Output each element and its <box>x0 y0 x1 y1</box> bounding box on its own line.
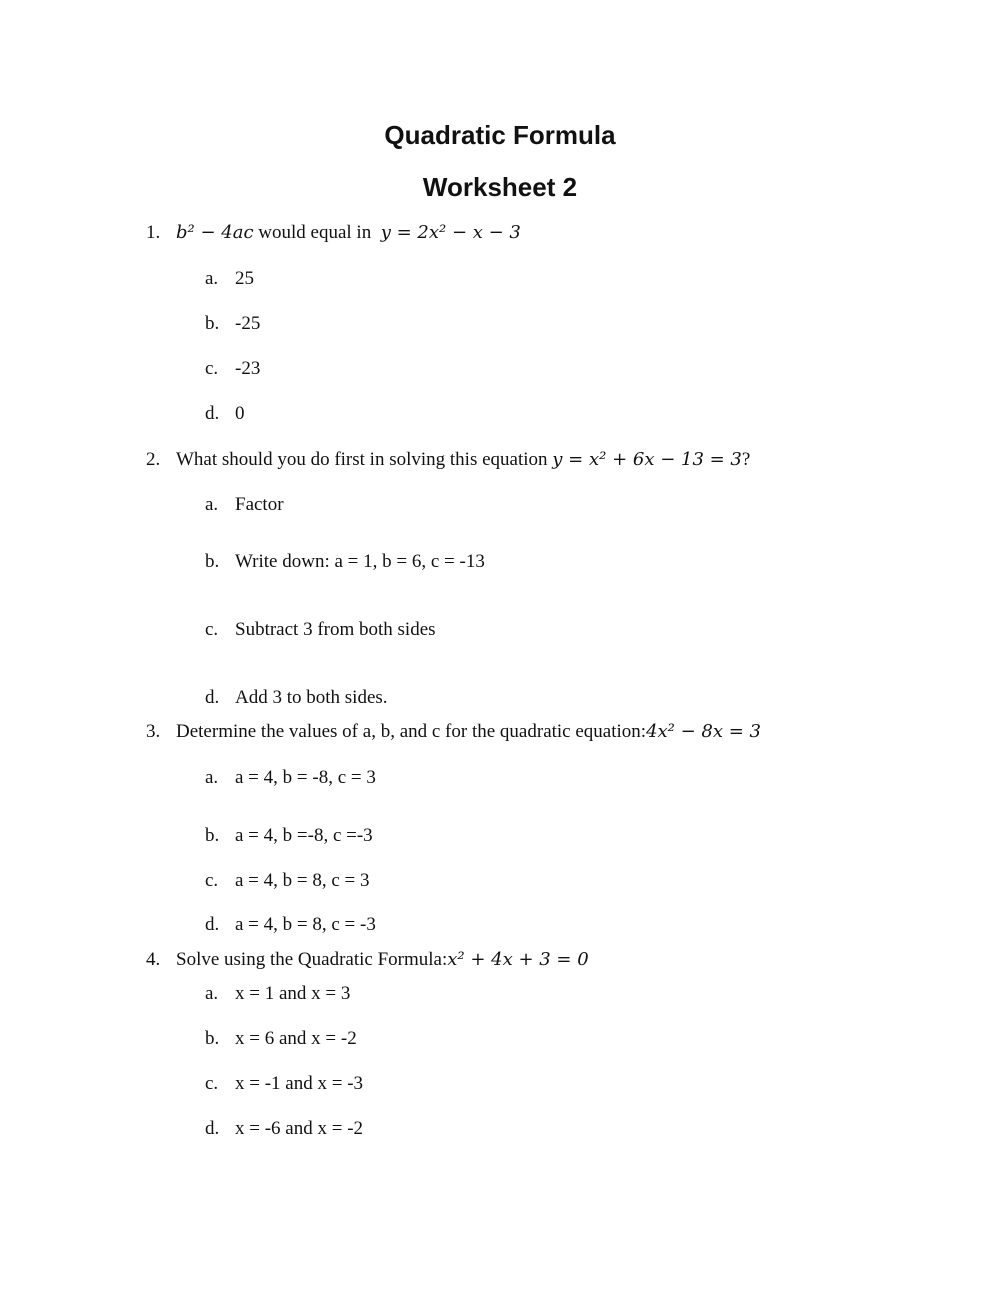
page-title: Quadratic Formula <box>384 120 616 150</box>
question-prompt: Determine the values of a, b, and c for the quadratic equation: <box>176 721 647 742</box>
question-equation: y = x² + 6x − 13 = 3 <box>552 449 742 470</box>
question-equation: x² + 4x + 3 = 0 <box>447 949 589 970</box>
question-text <box>176 720 761 744</box>
question-prompt: What should you do first in solving this equation <box>176 449 548 470</box>
question-equation: y = 2x² − x − 3 <box>380 222 521 243</box>
page-subtitle: Worksheet 2 <box>422 172 578 202</box>
question-math: b² − 4ac <box>176 222 254 243</box>
question-number: 4. <box>146 949 161 970</box>
question-text <box>176 448 750 472</box>
question-prompt: would equal in <box>258 222 372 243</box>
question-equation: 4x² − 8x = 3 <box>646 721 762 742</box>
question-number: 1. <box>146 222 161 243</box>
question-suffix: ? <box>741 449 751 470</box>
question-number: 3. <box>146 721 161 742</box>
question-prompt: Solve using the Quadratic Formula: <box>176 949 448 970</box>
question-text <box>176 221 521 245</box>
question-text <box>176 948 589 972</box>
worksheet-page: Quadratic Formula Worksheet 2 1. b² − 4ac would equal in y = 2x² − x − 3 a. 25 b. -25 c. -23 d. 0 2. What should you do first in solving this equation y = x² + 6x − 13 = 3? a. Factor b. Write down: a = 1, b = 6, c = -13 c. Subtract 3 from both sides d. Add 3 to both sides. 3. Determine the values of a, b, and c for the quadratic equation:4x² − 8x = 3 a. a = 4, b = -8, c = 3 b. a = 4, b =-8, c =-3 c. a = 4, b = 8, c = 3 d. a = 4, b = 8, c = -3 4. Solve using the Quadratic Formula:x² + 4x + 3 = 0 a. x = 1 and x = 3 b. x = 6 and x = -2 c. x = -1 and x = -3 d. x = -6 and x = -2 <box>0 0 1000 1291</box>
question-number: 2. <box>146 449 161 470</box>
